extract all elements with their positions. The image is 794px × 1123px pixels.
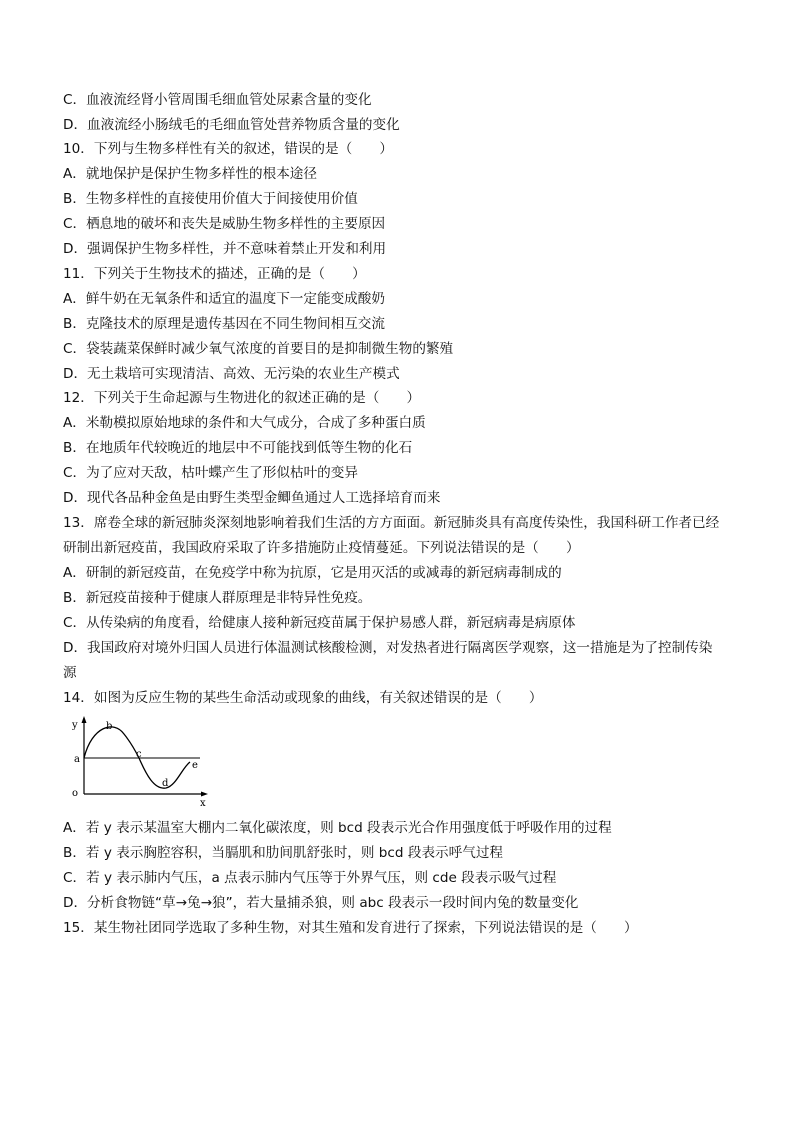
q12-option-b: B．在地质年代较晚近的地层中不可能找到低等生物的化石 bbox=[63, 440, 413, 456]
label-b: b bbox=[106, 721, 113, 732]
label-c: c bbox=[136, 749, 142, 760]
q13-stem-line1: 13．席卷全球的新冠肺炎深刻地影响着我们生活的方方面面。新冠肺炎具有高度传染性，我国科研工作者已经 bbox=[63, 515, 720, 531]
q10-option-a: A．就地保护是保护生物多样性的根本途径 bbox=[63, 166, 317, 182]
curve-graph bbox=[66, 712, 214, 808]
q11-option-d: D．无土栽培可实现清洁、高效、无污染的农业生产模式 bbox=[63, 366, 400, 382]
label-a: a bbox=[74, 754, 80, 765]
label-d: d bbox=[162, 778, 169, 789]
q12-option-d: D．现代各品种金鱼是由野生类型金鲫鱼通过人工选择培育而来 bbox=[63, 490, 441, 506]
q12-option-a: A．米勒模拟原始地球的条件和大气成分，合成了多种蛋白质 bbox=[63, 415, 426, 431]
q12-option-c: C．为了应对天敌，枯叶蝶产生了形似枯叶的变异 bbox=[63, 465, 358, 481]
q10-stem: 10．下列与生物多样性有关的叙述，错误的是（ ） bbox=[63, 141, 393, 157]
q14-stem: 14．如图为反应生物的某些生命活动或现象的曲线，有关叙述错误的是（ ） bbox=[63, 690, 543, 706]
label-y: y bbox=[72, 720, 78, 731]
q13-option-d-line1: D．我国政府对境外归国人员进行体温测试核酸检测，对发热者进行隔离医学观察，这一措施是为了控制传染 bbox=[63, 640, 713, 656]
q14-option-d: D．分析食物链“草→兔→狼”，若大量捕杀狼，则 abc 段表示一段时间内兔的数量变化 bbox=[63, 895, 579, 911]
q10-option-c: C．栖息地的破坏和丧失是威胁生物多样性的主要原因 bbox=[63, 216, 386, 232]
q11-option-b: B．克隆技术的原理是遗传基因在不同生物间相互交流 bbox=[63, 316, 385, 332]
q10-option-d: D．强调保护生物多样性，并不意味着禁止开发和利用 bbox=[63, 241, 387, 257]
y-axis-arrow bbox=[82, 716, 87, 723]
q14-option-a: A．若 y 表示某温室大棚内二氧化碳浓度，则 bcd 段表示光合作用强度低于呼吸作用的过程 bbox=[63, 820, 612, 836]
x-axis-arrow bbox=[201, 792, 208, 797]
q14-option-c: C．若 y 表示肺内气压，a 点表示肺内气压等于外界气压，则 cde 段表示吸气过程 bbox=[63, 870, 557, 886]
q13-option-c: C．从传染病的角度看，给健康人接种新冠疫苗属于保护易感人群，新冠病毒是病原体 bbox=[63, 615, 576, 631]
label-origin: o bbox=[72, 788, 79, 799]
q14-curve-figure bbox=[66, 712, 214, 808]
q13-option-a: A．研制的新冠疫苗，在免疫学中称为抗原，它是用灭活的或减毒的新冠病毒制成的 bbox=[63, 565, 562, 581]
q10-option-b: B．生物多样性的直接使用价值大于间接使用价值 bbox=[63, 191, 358, 207]
q15-stem: 15．某生物社团同学选取了多种生物，对其生殖和发育进行了探索，下列说法错误的是（ ） bbox=[63, 920, 638, 936]
q14-option-b: B．若 y 表示胸腔容积，当膈肌和肋间肌舒张时，则 bcd 段表示呼气过程 bbox=[63, 845, 504, 861]
label-x: x bbox=[200, 798, 206, 808]
q13-stem-line2: 研制出新冠疫苗，我国政府采取了许多措施防止疫情蔓延。下列说法错误的是（ ） bbox=[63, 540, 580, 556]
q13-option-d-line2: 源 bbox=[63, 665, 77, 681]
q11-option-a: A．鲜牛奶在无氧条件和适宜的温度下一定能变成酸奶 bbox=[63, 291, 385, 307]
q11-option-c: C．袋装蔬菜保鲜时减少氧气浓度的首要目的是抑制微生物的繁殖 bbox=[63, 341, 454, 357]
q13-option-b: B．新冠疫苗接种于健康人群原理是非特异性免疫。 bbox=[63, 590, 372, 606]
label-e: e bbox=[192, 760, 198, 771]
q9-option-d: D．血液流经小肠绒毛的毛细血管处营养物质含量的变化 bbox=[63, 117, 400, 133]
q12-stem: 12．下列关于生命起源与生物进化的叙述正确的是（ ） bbox=[63, 390, 421, 406]
q11-stem: 11．下列关于生物技术的描述，正确的是（ ） bbox=[63, 266, 366, 282]
q9-option-c: C．血液流经肾小管周围毛细血管处尿素含量的变化 bbox=[63, 92, 372, 108]
